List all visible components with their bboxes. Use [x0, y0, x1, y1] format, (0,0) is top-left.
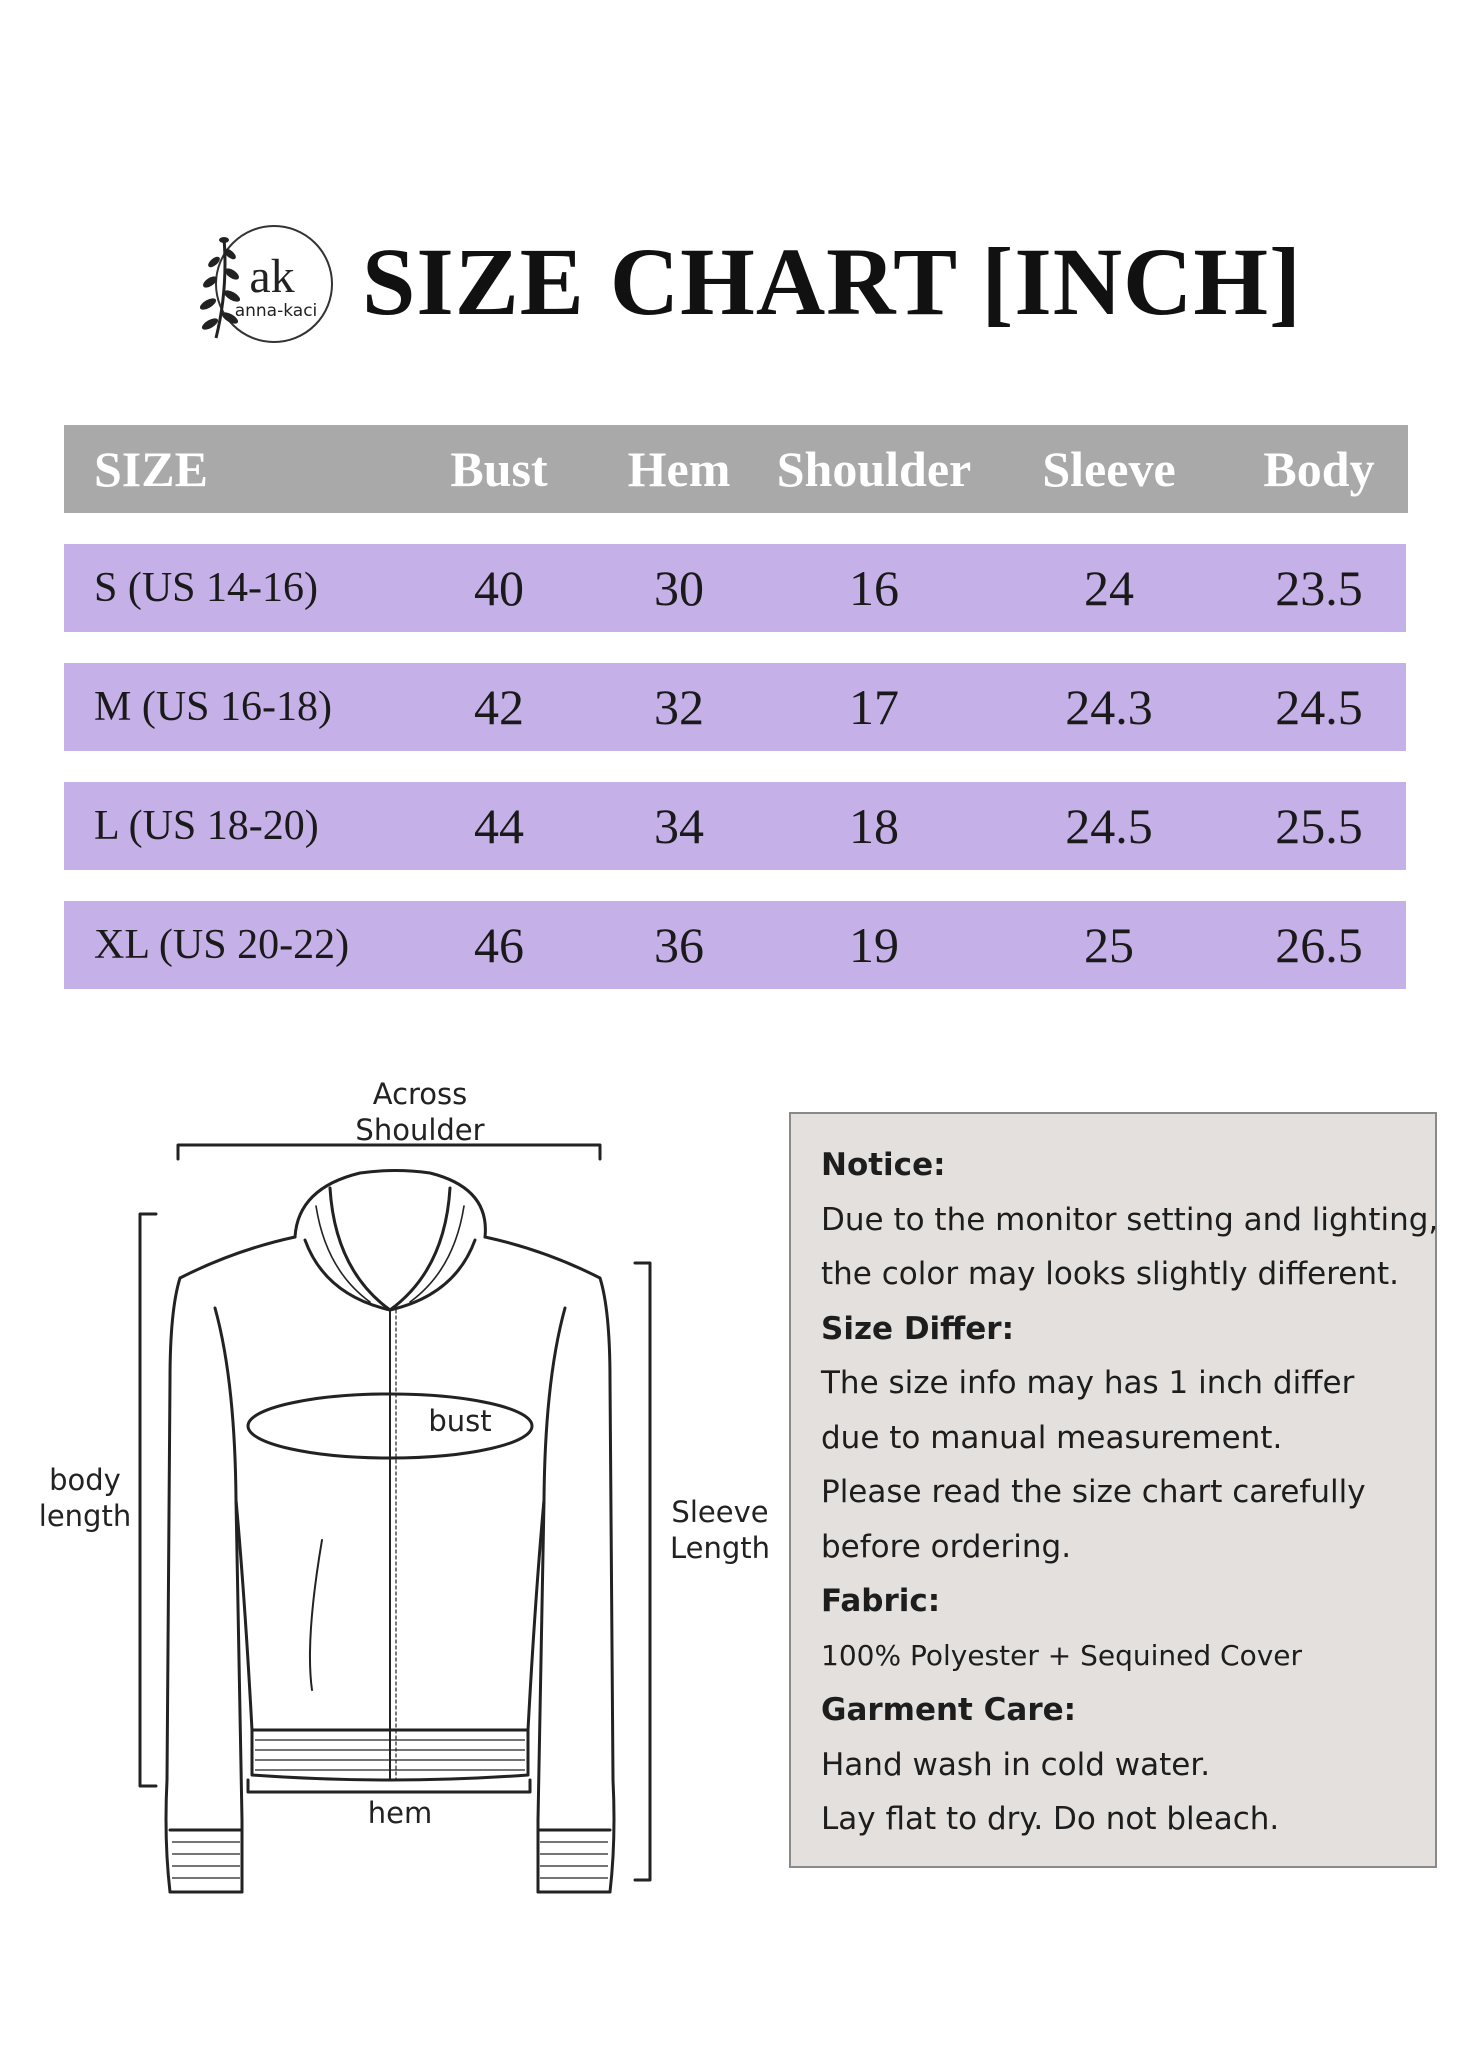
- page-title: SIZE CHART [INCH]: [362, 228, 1303, 335]
- table-row: [64, 782, 1406, 870]
- hem-cell: 30: [654, 560, 704, 616]
- garment-care-line: Hand wash in cold water.: [821, 1746, 1211, 1783]
- shoulder-cell: 18: [849, 798, 899, 854]
- table-row: [64, 663, 1406, 751]
- bust-cell: 42: [474, 679, 524, 735]
- hem-cell: 32: [654, 679, 704, 735]
- sleeve-cell: 25: [1084, 917, 1134, 973]
- sleeve-cell: 24.5: [1065, 798, 1153, 854]
- sleeve-length-label: Sleeve Length: [669, 1495, 771, 1565]
- hem-cell: 36: [654, 917, 704, 973]
- header-bust: Bust: [450, 441, 548, 497]
- body-cell: 23.5: [1275, 560, 1363, 616]
- bust-cell: 46: [474, 917, 524, 973]
- header-body: Body: [1263, 441, 1375, 497]
- sleeve-cell: 24: [1084, 560, 1134, 616]
- brand-logo: [186, 220, 338, 348]
- garment-care-heading: Garment Care:: [821, 1692, 1077, 1728]
- bust-label: bust: [428, 1404, 492, 1438]
- header-hem: Hem: [627, 441, 731, 497]
- body-cell: 24.5: [1275, 679, 1363, 735]
- size-cell: S (US 14-16): [94, 565, 319, 611]
- header-shoulder: Shoulder: [776, 441, 972, 497]
- notice-heading: Notice:: [821, 1147, 946, 1183]
- size-differ-heading: Size Differ:: [821, 1310, 1014, 1347]
- fabric-line: 100% Polyester + Sequined Cover: [821, 1638, 1303, 1672]
- shoulder-cell: 17: [849, 679, 899, 735]
- size-cell: M (US 16-18): [94, 684, 332, 730]
- shoulder-cell: 19: [849, 917, 899, 973]
- size-cell: XL (US 20-22): [94, 922, 350, 968]
- header-sleeve: Sleeve: [1042, 441, 1176, 497]
- brand-monogram: ak: [249, 250, 295, 303]
- sleeve-cell: 24.3: [1065, 679, 1153, 735]
- table-row: [64, 901, 1406, 989]
- notice-line: Due to the monitor setting and lighting,: [821, 1201, 1439, 1238]
- size-cell: L (US 18-20): [94, 803, 319, 849]
- size-differ-line: Please read the size chart carefully: [821, 1474, 1366, 1510]
- body-length-label: body length: [38, 1463, 132, 1533]
- size-differ-line: before ordering.: [821, 1528, 1072, 1565]
- size-differ-line: due to manual measurement.: [821, 1419, 1283, 1456]
- garment-care-line: Lay flat to dry. Do not bleach.: [821, 1801, 1280, 1837]
- notice-line: the color may looks slightly different.: [821, 1256, 1399, 1292]
- notice-box: [789, 1112, 1437, 1868]
- table-row: [64, 544, 1406, 632]
- jacket-diagram: [30, 1077, 790, 1910]
- brand-name: anna-kaci: [234, 301, 318, 321]
- table-header: [64, 425, 1408, 513]
- leaf-branch-icon: [198, 237, 242, 338]
- body-cell: 26.5: [1275, 917, 1363, 973]
- across-shoulder-label: Across Shoulder: [355, 1077, 485, 1147]
- hem-cell: 34: [654, 798, 704, 854]
- size-differ-line: The size info may has 1 inch differ: [821, 1365, 1355, 1401]
- fabric-heading: Fabric:: [821, 1583, 941, 1619]
- hem-label: hem: [367, 1796, 433, 1830]
- bust-cell: 44: [474, 798, 524, 854]
- shoulder-cell: 16: [849, 560, 899, 616]
- header-size: SIZE: [94, 441, 208, 497]
- bust-cell: 40: [474, 560, 524, 616]
- body-cell: 25.5: [1275, 798, 1363, 854]
